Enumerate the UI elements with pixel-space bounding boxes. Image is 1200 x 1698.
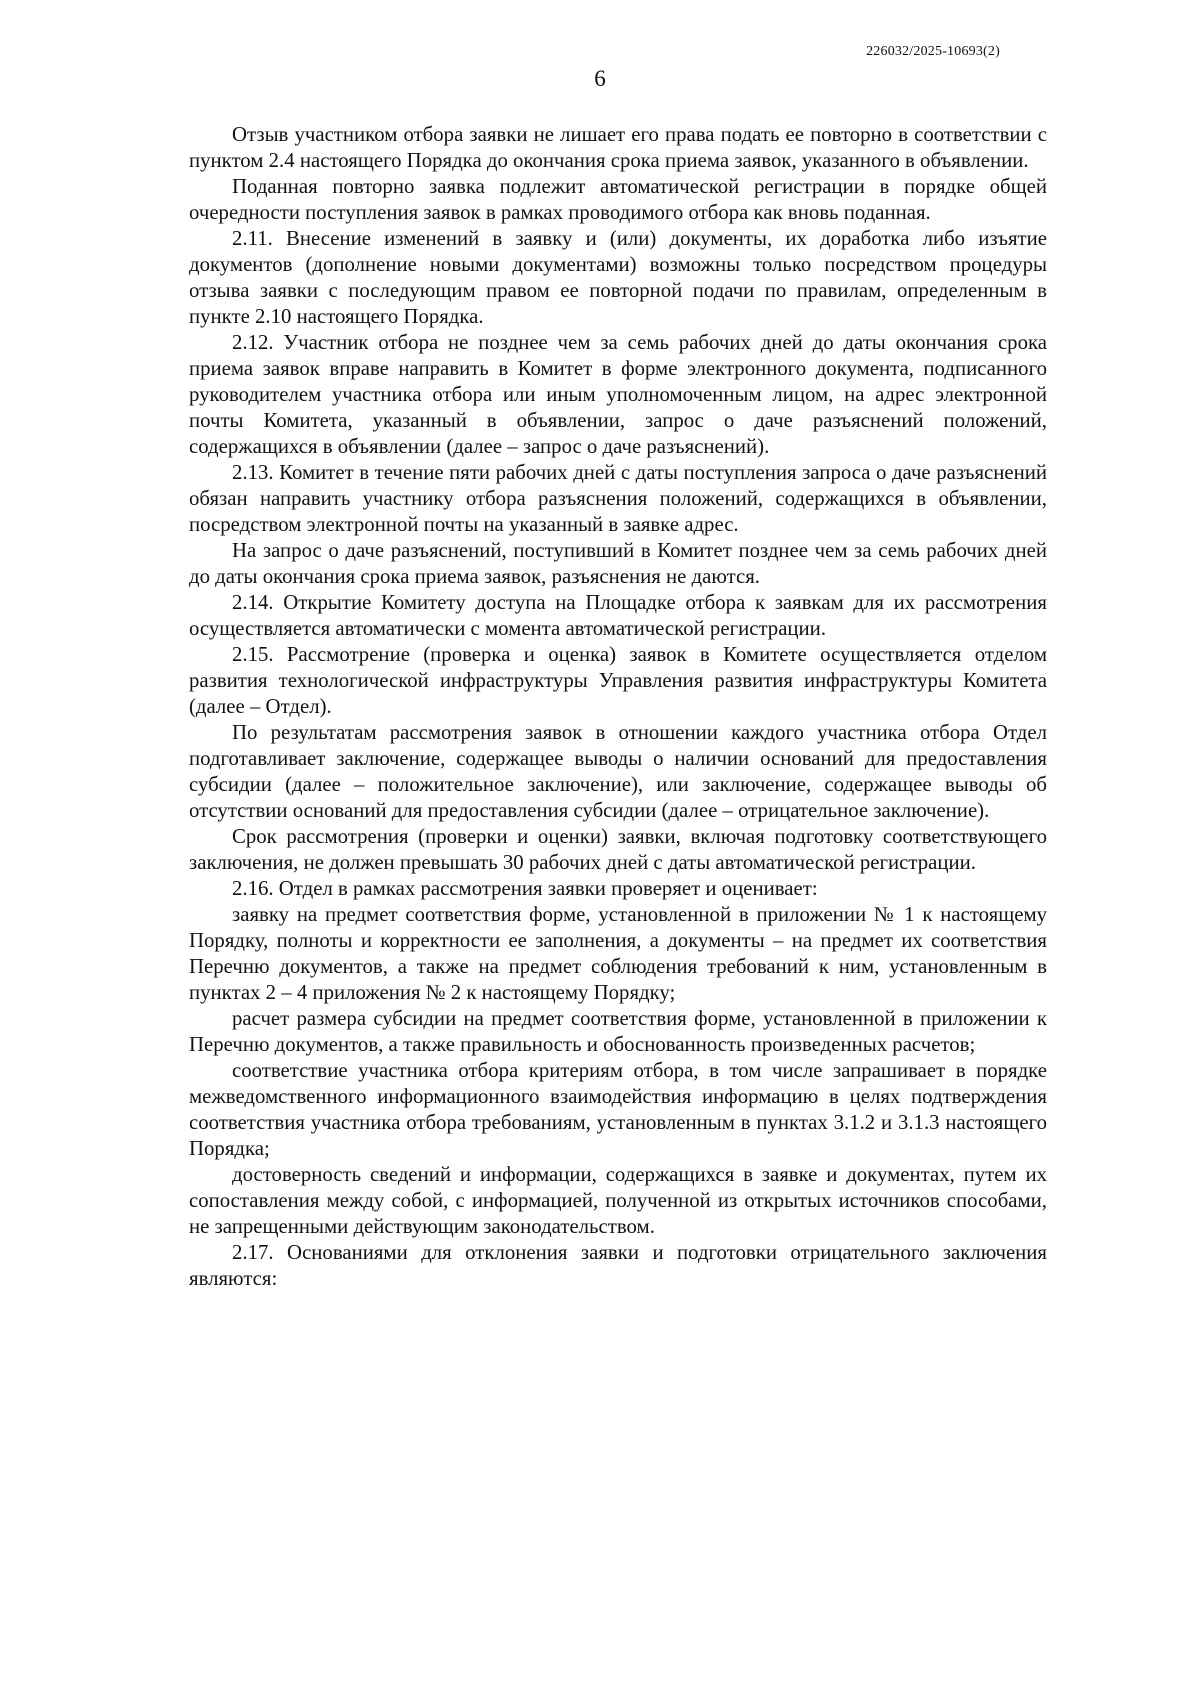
page-number: 6 (594, 66, 606, 91)
paragraph: Срок рассмотрения (проверки и оценки) заявки, включая подготовку соответствующего заключения, не должен превышать 30 рабочих дней с даты автоматической регистрации. (189, 825, 1047, 874)
paragraph: По результатам рассмотрения заявок в отношении каждого участника отбора Отдел подготавливает заключение, содержащее выводы о наличии оснований для предоставления субсидии (далее – положительное заключение), или заключение, содержащее выводы об отсутствии оснований для предоставления субсидии (далее – отрицательное заключение). (189, 721, 1047, 822)
paragraph: На запрос о даче разъяснений, поступивший в Комитет позднее чем за семь рабочих дней до даты окончания срока приема заявок, разъяснения не даются. (189, 539, 1047, 588)
paragraph: Отзыв участником отбора заявки не лишает его права подать ее повторно в соответствии с пунктом 2.4 настоящего Порядка до окончания срока приема заявок, указанного в объявлении. (189, 123, 1047, 172)
paragraph-2-15: 2.15. Рассмотрение (проверка и оценка) заявок в Комитете осуществляется отделом развития технологической инфраструктуры Управления развития инфраструктуры Комитета (далее – Отдел). (189, 643, 1047, 718)
document-body (189, 122, 1047, 1292)
paragraph: расчет размера субсидии на предмет соответствия форме, установленной в приложении к Перечню документов, а также правильность и обоснованность произведенных расчетов; (189, 1007, 1047, 1056)
paragraph-2-14: 2.14. Открытие Комитету доступа на Площадке отбора к заявкам для их рассмотрения осуществляется автоматически с момента автоматической регистрации. (189, 591, 1047, 640)
paragraph-2-13: 2.13. Комитет в течение пяти рабочих дней с даты поступления запроса о даче разъяснений обязан направить участнику отбора разъяснения положений, содержащихся в объявлении, посредством электронной почты на указанный в заявке адрес. (189, 461, 1047, 536)
paragraph: Поданная повторно заявка подлежит автоматической регистрации в порядке общей очередности поступления заявок в рамках проводимого отбора как вновь поданная. (189, 175, 1047, 224)
paragraph-2-17: 2.17. Основаниями для отклонения заявки и подготовки отрицательного заключения являются: (189, 1241, 1047, 1290)
document-id: 226032/2025-10693(2) (866, 44, 1000, 59)
paragraph-2-12: 2.12. Участник отбора не позднее чем за семь рабочих дней до даты окончания срока приема заявок вправе направить в Комитет в форме электронного документа, подписанного руководителем участника отбора или иным уполномоченным лицом, на адрес электронной почты Комитета, указанный в объявлении, запрос о даче разъяснений положений, содержащихся в объявлении (далее – запрос о даче разъяснений). (189, 331, 1047, 458)
paragraph-2-16: 2.16. Отдел в рамках рассмотрения заявки проверяет и оценивает: (232, 877, 818, 900)
paragraph-2-11: 2.11. Внесение изменений в заявку и (или) документы, их доработка либо изъятие документов (дополнение новыми документами) возможны только посредством процедуры отзыва заявки с последующим правом ее повторной подачи по правилам, определенным в пункте 2.10 настоящего Порядка. (189, 227, 1047, 328)
paragraph: заявку на предмет соответствия форме, установленной в приложении № 1 к настоящему Порядку, полноты и корректности ее заполнения, а документы – на предмет их соответствия Перечню документов, а также на предмет соблюдения требований к ним, установленным в пунктах 2 – 4 приложения № 2 к настоящему Порядку; (189, 903, 1047, 1004)
paragraph: достоверность сведений и информации, содержащихся в заявке и документах, путем их сопоставления между собой, с информацией, полученной из открытых источников способами, не запрещенными действующим законодательством. (189, 1163, 1047, 1238)
paragraph: соответствие участника отбора критериям отбора, в том числе запрашивает в порядке межведомственного информационного взаимодействия информацию в целях подтверждения соответствия участника отбора требованиям, установленным в пунктах 3.1.2 и 3.1.3 настоящего Порядка; (189, 1059, 1047, 1160)
